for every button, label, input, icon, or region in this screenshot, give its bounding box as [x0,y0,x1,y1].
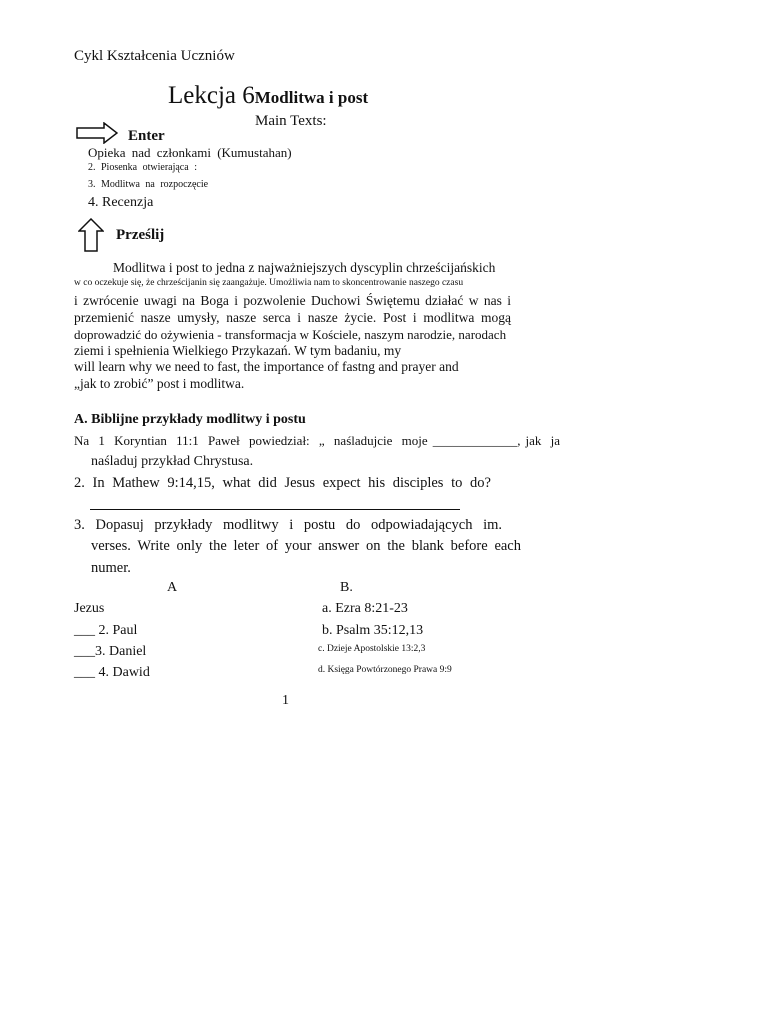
arrow-up-icon [78,218,104,252]
column-b-heading: B. [340,580,353,595]
intro-line: will learn why we need to fast, the importance of fastng and prayer and [74,359,459,374]
submit-label: Prześlij [116,227,165,243]
section-a-heading: A. Biblijne przykłady modlitwy i postu [74,412,306,427]
agenda-item: 2. Piosenka otwierająca : [88,162,197,173]
question-1-blank: _____________, [432,433,521,448]
agenda-item: 4. Recenzja [88,195,154,210]
question-3-line: verses. Write only the leter of your answer on the blank before each [91,538,521,554]
intro-line: doprowadzić do ożywienia - transformacja w Kościele, naszym narodzie, narodach [74,327,507,342]
column-a-heading: A [167,580,178,595]
question-3-line: 3. Dopasuj przykłady modlitwy i postu do odpowiadających im. [74,517,502,533]
answer-line [90,509,460,510]
main-texts-label: Main Texts: [255,113,327,129]
lesson-title [168,82,368,110]
question-1-end: jak ja [525,433,560,448]
match-left-item: Jezus [74,601,105,616]
match-right-item: b. Psalm 35:12,13 [322,623,424,638]
agenda-item: Opieka nad członkami (Kumustahan) [88,145,292,160]
intro-line: przemienić nasze umysły, nasze serca i nasze życie. Post i modlitwa mogą [74,310,511,325]
page-number: 1 [282,693,289,708]
question-1-text: Na 1 Koryntian 11:1 Paweł powiedział: „ naśladujcie moje [74,433,428,448]
question-1-continuation: naśladuj przykład Chrystusa. [91,454,254,469]
match-right-item: a. Ezra 8:21-23 [322,601,408,616]
question-1 [74,433,560,449]
match-right-item: c. Dzieje Apostolskie 13:2,3 [318,644,426,654]
intro-line: i zwrócenie uwagi na Boga i pozwolenie Duchowi Świętemu działać w nas i [74,293,511,308]
document-header: Cykl Kształcenia Uczniów [74,48,235,64]
match-left-item: ___3. Daniel [74,644,147,659]
lesson-topic: Modlitwa i post [254,88,369,107]
question-3-line: numer. [91,560,131,576]
question-2: 2. In Mathew 9:14,15, what did Jesus expect his disciples to do? [74,475,491,491]
intro-line: Modlitwa i post to jedna z najważniejszych dyscyplin chrześcijańskich [113,260,496,275]
intro-line: „jak to zrobić” post i modlitwa. [74,376,245,391]
lesson-number: Lekcja 6 [168,82,255,109]
intro-line: ziemi i spełnienia Wielkiego Przykazań. W tym badaniu, my [74,343,402,358]
intro-line: w co oczekuje się, że chrześcijanin się zaangażuje. Umożliwia nam to skoncentrowanie naszego czasu [74,278,464,288]
match-left-item: ___ 4. Dawid [74,665,150,680]
enter-label: Enter [128,128,165,144]
arrow-right-icon [76,122,118,144]
agenda-item: 3. Modlitwa na rozpoczęcie [88,179,209,190]
match-right-item: d. Księga Powtórzonego Prawa 9:9 [318,665,452,675]
match-left-item: ___ 2. Paul [74,623,138,638]
